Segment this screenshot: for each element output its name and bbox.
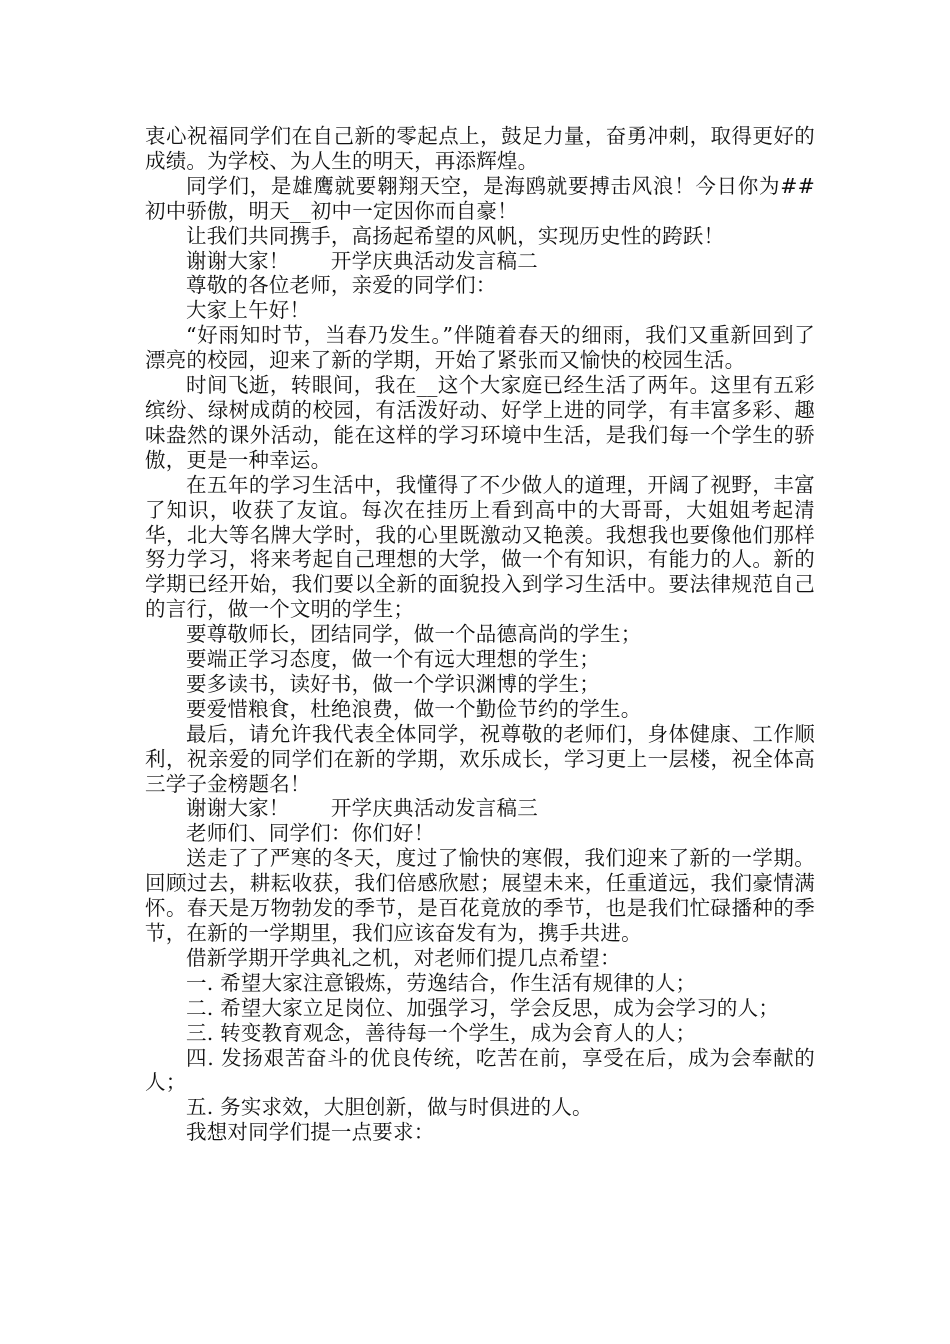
paragraph: 让我们共同携手，高扬起希望的风帆，实现历史性的跨跃！ <box>186 223 725 248</box>
list-item: 要端正学习态度，做一个有远大理想的学生； <box>186 647 600 672</box>
paragraph: 最后，请允许我代表全体同学，祝尊敬的老师们，身体健康、工作顺利，祝亲爱的同学们在新的学期，欢乐成长，学习更上一层楼，祝全体高三学子金榜题名！ <box>145 721 815 796</box>
list-item: 要尊敬师长，团结同学，做一个品德高尚的学生； <box>186 622 642 647</box>
list-item: 五. 务实求效，大胆创新，做与时俱进的人。 <box>186 1095 593 1120</box>
list-item: 二. 希望大家立足岗位、加强学习，学会反思，成为会学习的人； <box>186 995 780 1020</box>
list-item: 一. 希望大家注意锻炼，劳逸结合，作生活有规律的人； <box>186 970 697 995</box>
paragraph: “好雨知时节，当春乃发生。”伴随着春天的细雨，我们又重新回到了漂亮的校园，迎来了新的学期，开始了紧张而又愉快的校园生活。 <box>145 323 815 373</box>
greeting: 老师们、同学们：你们好！ <box>186 821 435 846</box>
paragraph: 我想对同学们提一点要求： <box>186 1120 435 1145</box>
list-item: 三. 转变教育观念，善待每一个学生，成为会育人的人； <box>186 1020 697 1045</box>
paragraph: 同学们，是雄鹰就要翱翔天空，是海鸥就要搏击风浪！今日你为##初中骄傲，明天__初中一定因你而自豪！ <box>145 173 815 223</box>
list-item: 要多读书，读好书，做一个学识渊博的学生； <box>186 671 600 696</box>
document-body <box>145 124 815 1145</box>
greeting: 大家上午好！ <box>186 298 311 323</box>
list-item: 要爱惜粮食，杜绝浪费，做一个勤俭节约的学生。 <box>186 696 642 721</box>
list-item: 四. 发扬艰苦奋斗的优良传统，吃苦在前，享受在后，成为会奉献的人； <box>145 1045 815 1095</box>
salutation: 尊敬的各位老师，亲爱的同学们： <box>186 273 497 298</box>
paragraph: 时间飞逝，转眼间，我在__这个大家庭已经生活了两年。这里有五彩缤纷、绿树成荫的校园，有活泼好动、好学上进的同学，有丰富多彩、趣味盎然的课外活动，能在这样的学习环境中生活，是我们每一个学生的骄傲，更是一种幸运。 <box>145 373 815 472</box>
paragraph: 衷心祝福同学们在自己新的零起点上，鼓足力量，奋勇冲刺，取得更好的成绩。为学校、为人生的明天，再添辉煌。 <box>145 124 815 173</box>
section-heading-2: 谢谢大家！ 开学庆典活动发言稿二 <box>186 248 538 273</box>
paragraph: 在五年的学习生活中，我懂得了不少做人的道理，开阔了视野，丰富了知识，收获了友谊。每次在挂历上看到高中的大哥哥，大姐姐考起清华，北大等名牌大学时，我的心里既激动又艳羡。我想我也要像他们那样努力学习，将来考起自己理想的大学，做一个有知识，有能力的人。新的学期已经开始，我们要以全新的面貌投入到学习生活中。要法律规范自己的言行，做一个文明的学生； <box>145 472 815 622</box>
section-heading-3: 谢谢大家！ 开学庆典活动发言稿三 <box>186 796 538 821</box>
paragraph: 借新学期开学典礼之机，对老师们提几点希望： <box>186 945 621 970</box>
paragraph: 送走了了严寒的冬天，度过了愉快的寒假，我们迎来了新的一学期。回顾过去，耕耘收获，我们倍感欣慰；展望未来，任重道远，我们豪情满怀。春天是万物勃发的季节，是百花竟放的季节，也是我们忙碌播种的季节，在新的一学期里，我们应该奋发有为，携手共进。 <box>145 846 815 945</box>
